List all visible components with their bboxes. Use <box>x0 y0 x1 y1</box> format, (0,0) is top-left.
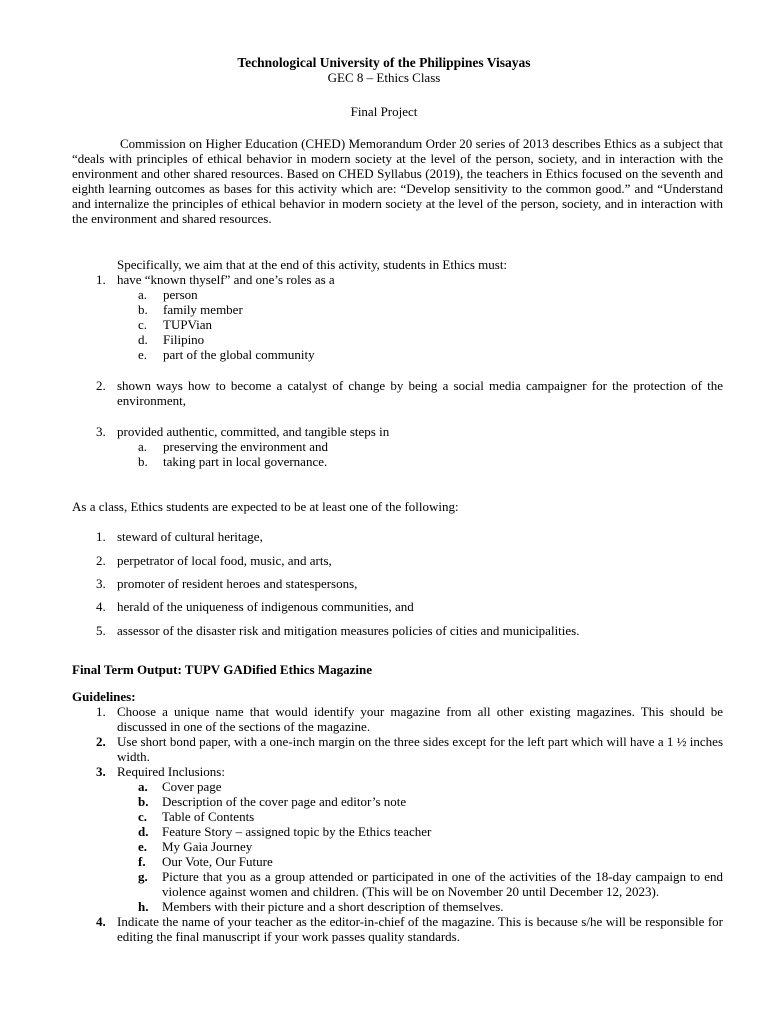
aim-text: provided authentic, committed, and tangible steps in <box>117 424 390 439</box>
expectations-lead: As a class, Ethics students are expected to be at least one of the following: <box>72 499 459 514</box>
inclusion-item <box>138 869 723 899</box>
sub-text: taking part in local governance. <box>163 454 328 469</box>
inclusion-letter: c. <box>138 809 148 824</box>
aim-number: 1. <box>96 272 106 287</box>
aim-number: 2. <box>96 378 106 393</box>
aims-lead: Specifically, we aim that at the end of this activity, students in Ethics must: <box>117 257 508 272</box>
course-name: GEC 8 – Ethics Class <box>327 70 441 85</box>
inclusion-letter: e. <box>138 839 148 854</box>
aim-item-2-wrap <box>72 378 723 408</box>
guideline-number: 1. <box>96 704 106 719</box>
inclusion-letter: f. <box>138 854 146 869</box>
role-text: herald of the uniqueness of indigenous communities, and <box>117 599 414 614</box>
guideline-number: 2. <box>96 734 106 749</box>
project-title: Final Project <box>350 104 418 119</box>
sub-letter: a. <box>138 439 148 454</box>
aim-item-3 <box>72 424 723 439</box>
inclusion-text: Our Vote, Our Future <box>162 854 273 869</box>
sub-text: preserving the environment and <box>163 439 328 454</box>
guideline-body <box>117 764 723 914</box>
inclusion-text: Members with their picture and a short description of themselves. <box>162 899 504 914</box>
inclusion-text: My Gaia Journey <box>162 839 253 854</box>
role-text: steward of cultural heritage, <box>117 529 263 544</box>
guideline-text: Use short bond paper, with a one-inch margin on the three sides except for the left part which will have a 1 ½ inches width. <box>117 734 723 764</box>
aim-subitem <box>138 454 723 469</box>
role-number: 1. <box>96 529 106 544</box>
inclusion-text: Cover page <box>162 779 222 794</box>
role-item <box>72 553 723 568</box>
aim-item-3-wrap <box>72 424 723 469</box>
university-name: Technological University of the Philippines Visayas <box>237 55 531 70</box>
role-item <box>72 623 723 638</box>
inclusion-text: Feature Story – assigned topic by the Ethics teacher <box>162 824 432 839</box>
aim-text: shown ways how to become a catalyst of change by being a social media campaigner for the protection of the environment, <box>117 378 723 408</box>
inclusion-letter: d. <box>138 824 149 839</box>
aim-subitem <box>138 287 723 302</box>
role-number: 5. <box>96 623 106 638</box>
sub-text: family member <box>163 302 243 317</box>
sub-letter: b. <box>138 302 148 317</box>
inclusion-item <box>138 899 723 914</box>
role-item <box>72 576 723 591</box>
aim-item-2 <box>72 378 723 408</box>
role-text: assessor of the disaster risk and mitigation measures policies of cities and municipalities. <box>117 623 580 638</box>
role-text: perpetrator of local food, music, and arts, <box>117 553 332 568</box>
role-item <box>72 599 723 614</box>
inclusion-item <box>138 809 723 824</box>
aim-3-subitems <box>72 439 723 469</box>
inclusion-letter: a. <box>138 779 148 794</box>
guideline-number: 3. <box>96 764 106 779</box>
role-number: 3. <box>96 576 106 591</box>
guideline-text: Required Inclusions: <box>117 764 225 779</box>
guidelines-list <box>72 704 723 944</box>
inclusion-item <box>138 824 723 839</box>
guideline-text: Indicate the name of your teacher as the editor-in-chief of the magazine. This is because s/he will be responsible for editing the final manuscript if your work passes quality standards. <box>117 914 723 944</box>
aim-subitem <box>138 332 723 347</box>
inclusion-item <box>138 839 723 854</box>
sub-text: TUPVian <box>163 317 213 332</box>
aim-subitem <box>138 439 723 454</box>
sub-text: part of the global community <box>163 347 315 362</box>
inclusion-text: Table of Contents <box>162 809 255 824</box>
inclusion-letter: b. <box>138 794 149 809</box>
inclusion-item <box>138 779 723 794</box>
role-number: 4. <box>96 599 106 614</box>
aim-subitem <box>138 347 723 362</box>
sub-letter: e. <box>138 347 148 362</box>
role-number: 2. <box>96 553 106 568</box>
inclusion-text: Picture that you as a group attended or participated in one of the activities of the 18-day campaign to end violence against women and children. (This will be on November 20 until December 12, 2023). <box>162 869 723 899</box>
aim-number: 3. <box>96 424 106 439</box>
document-header <box>0 55 768 85</box>
aim-subitem <box>138 317 723 332</box>
inclusion-item <box>138 854 723 869</box>
guideline-item <box>72 704 723 734</box>
sub-letter: a. <box>138 287 148 302</box>
sub-letter: b. <box>138 454 148 469</box>
guideline-number: 4. <box>96 914 106 929</box>
guideline-item <box>72 914 723 944</box>
aim-1-subitems <box>72 287 723 362</box>
sub-letter: c. <box>138 317 148 332</box>
final-term-heading: Final Term Output: TUPV GADified Ethics Magazine <box>72 662 372 677</box>
role-text: promoter of resident heroes and statespersons, <box>117 576 358 591</box>
sub-letter: d. <box>138 332 148 347</box>
guidelines-heading: Guidelines: <box>72 689 136 704</box>
sub-text: person <box>163 287 198 302</box>
intro-paragraph: Commission on Higher Education (CHED) Memorandum Order 20 series of 2013 describes Ethics as a subject that “deals with principles of ethical behavior in modern society at the level of the person, society, and in interaction with the environment and other shared resources. Based on CHED Syllabus (2019), the teachers in Ethics focused on the seventh and eighth learning outcomes as bases for this activity which are: “Develop sensitivity to the common good.” and “Understand and internalize the principles of ethical behavior in modern society at the level of the person, society, and in interaction with the environment and shared resources. <box>72 136 723 226</box>
inclusion-item <box>138 794 723 809</box>
sub-text: Filipino <box>163 332 205 347</box>
aim-subitem <box>138 302 723 317</box>
inclusion-letter: g. <box>138 869 148 884</box>
guideline-text: Choose a unique name that would identify your magazine from all other existing magazines. This should be discussed in one of the sections of the magazine. <box>117 704 723 734</box>
inclusion-letter: h. <box>138 899 149 914</box>
inclusion-text: Description of the cover page and editor’s note <box>162 794 407 809</box>
guideline-item <box>72 764 723 914</box>
aims-list <box>72 272 723 362</box>
aim-text: have “known thyself” and one’s roles as a <box>117 272 335 287</box>
aim-item-1 <box>72 272 723 287</box>
role-item <box>72 529 723 544</box>
inclusions-list <box>117 779 723 914</box>
guideline-item <box>72 734 723 764</box>
